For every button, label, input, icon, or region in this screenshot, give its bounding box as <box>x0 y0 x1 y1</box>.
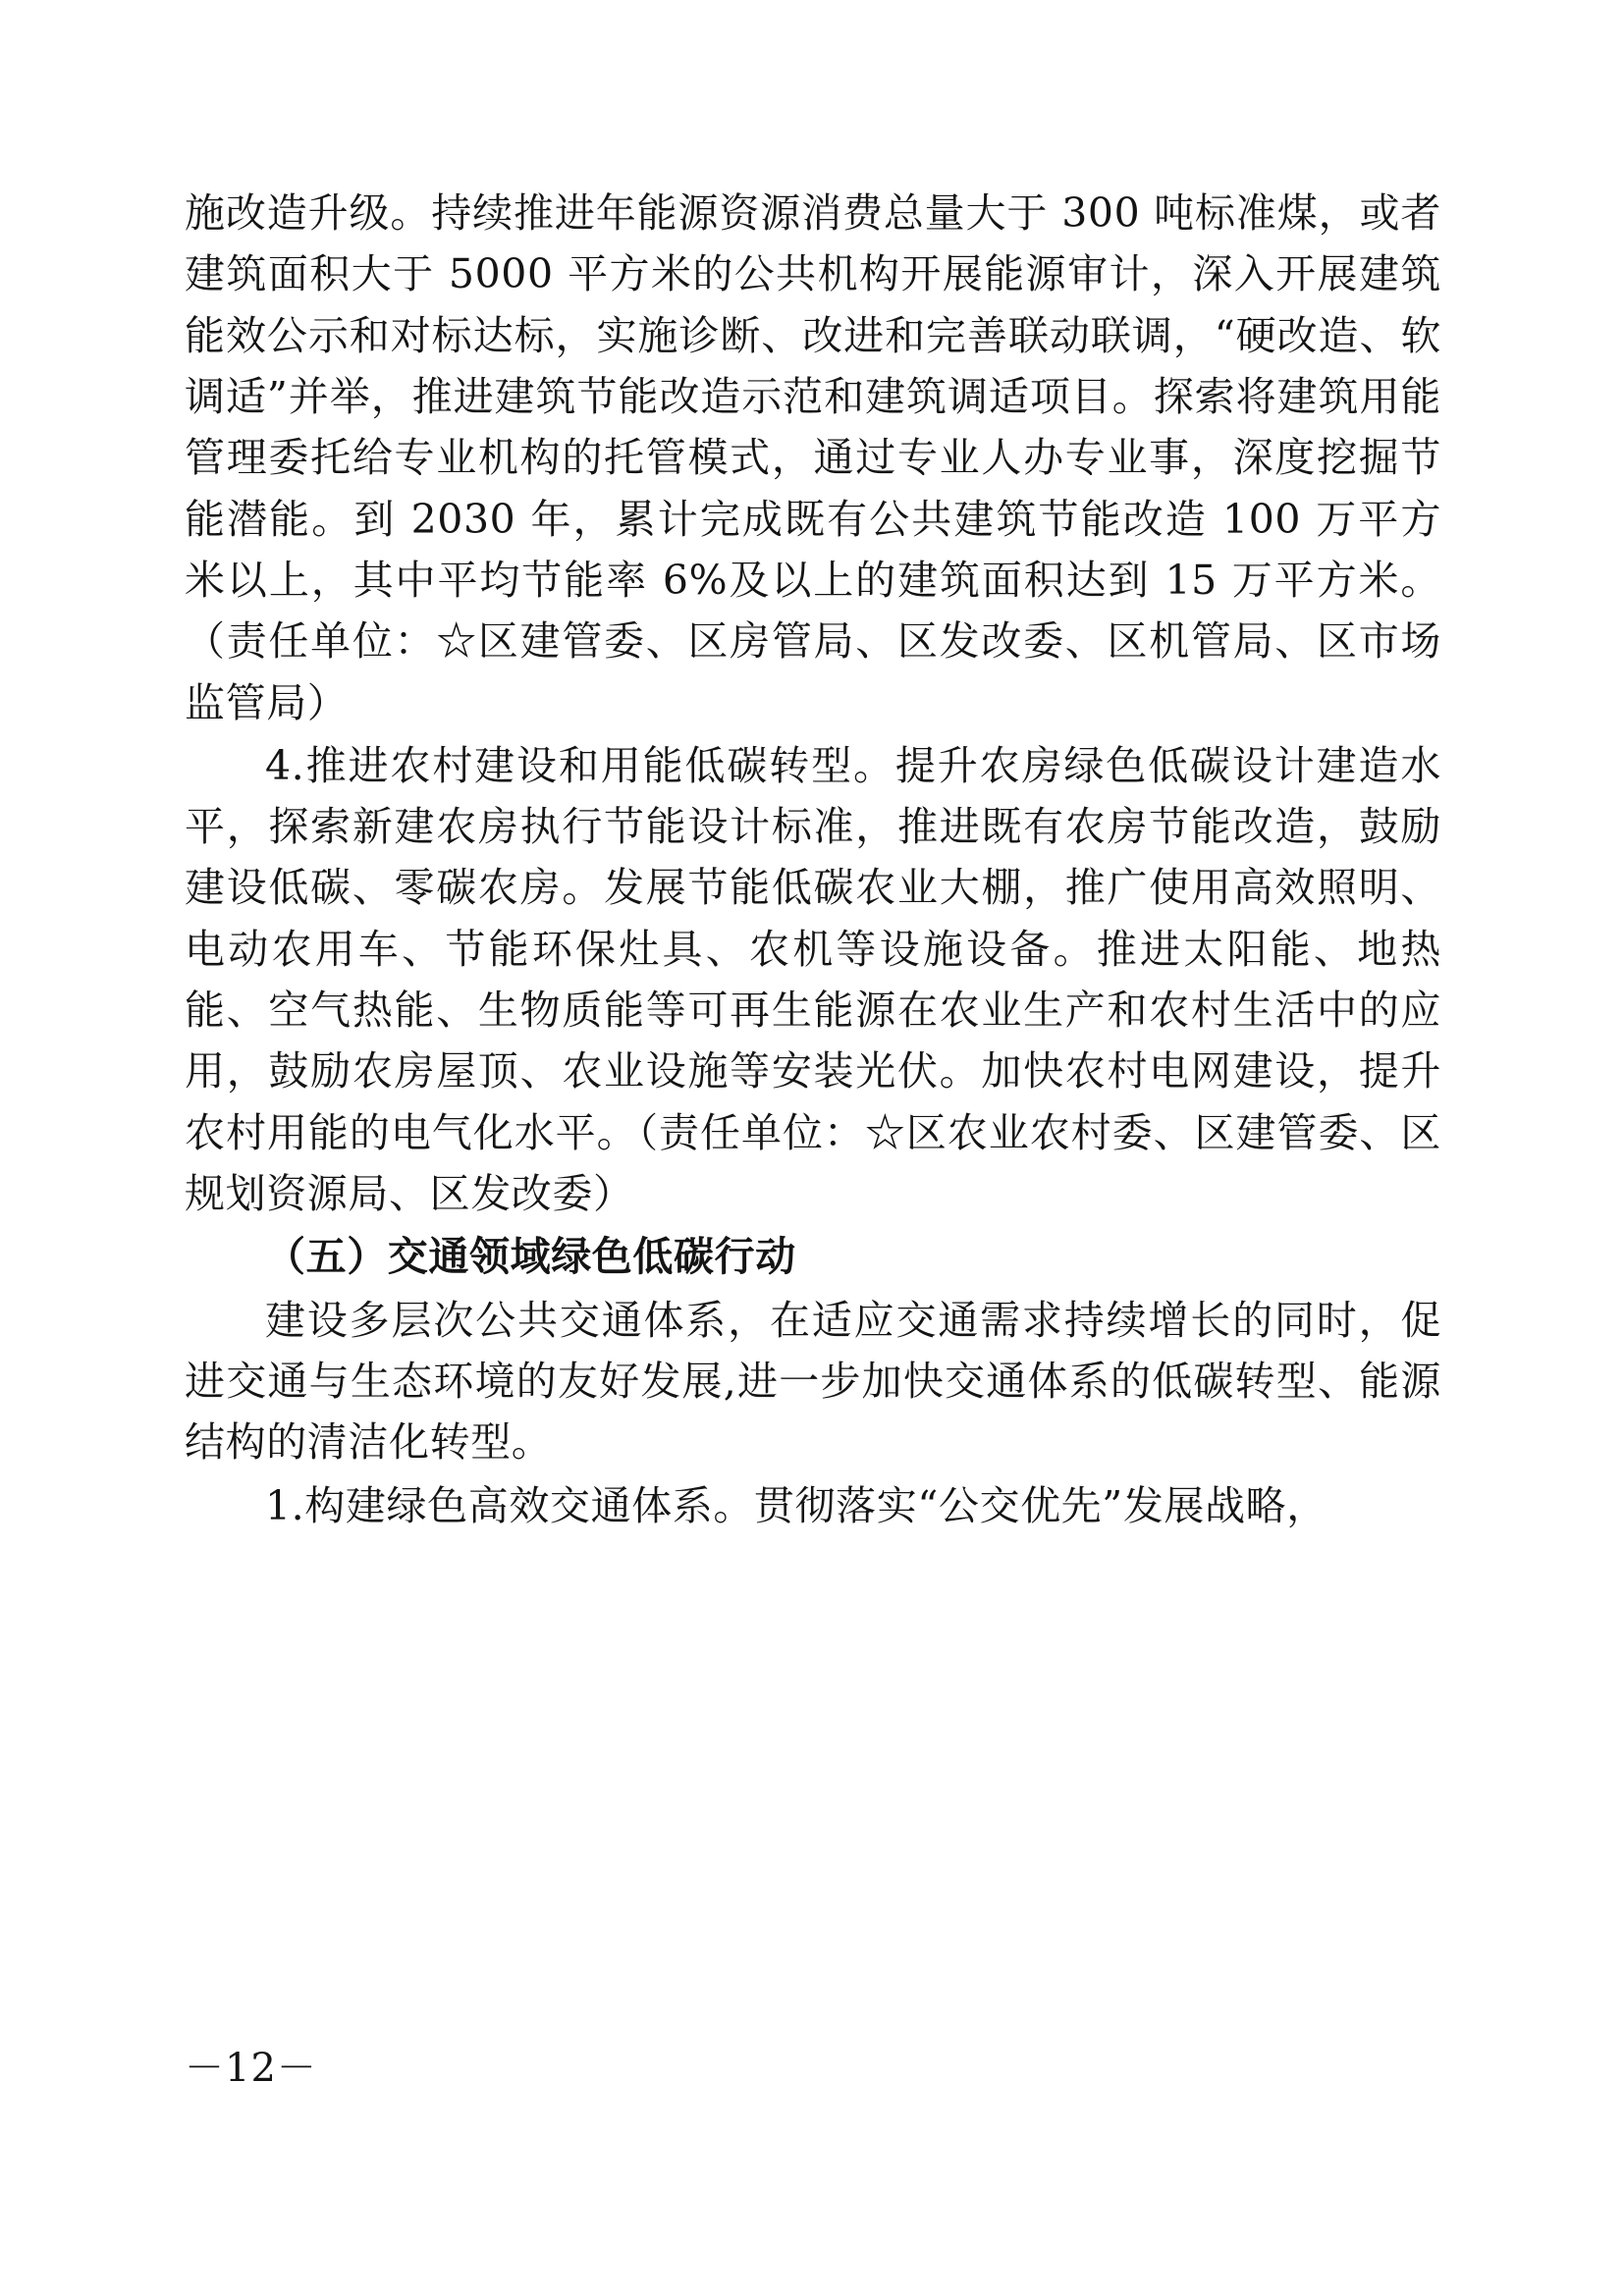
paragraph-section-five-intro: 建设多层次公共交通体系，在适应交通需求持续增长的同时，促进交通与生态环境的友好发展,进一步加快交通体系的低碳转型、能源结构的清洁化转型。 <box>185 1296 1441 1467</box>
paragraph-continuation: 施改造升级。持续推进年能源资源消费总量大于 300 吨标准煤，或者建筑面积大于 5000 平方米的公共机构开展能源审计，深入开展建筑能效公示和对标达标，实施诊断、改进和完善联动联调，“硬改造、软调适”并举，推进建筑节能改造示范和建筑调适项目。探索将建筑用能管理委托给专业机构的托管模式，通过专业人办专业事，深度挖掘节能潜能。到 2030 年，累计完成既有公共建筑节能改造 100 万平方米以上，其中平均节能率 6%及以上的建筑面积达到 15 万平方米。（责任单位：☆区建管委、区房管局、区发改委、区机管局、区市场监管局） <box>185 189 1442 726</box>
page-body <box>185 183 1441 1538</box>
page-number: －12－ <box>185 2046 317 2091</box>
paragraph-item-4: 4.推进农村建设和用能低碳转型。提升农房绿色低碳设计建造水平，探索新建农房执行节能设计标准，推进既有农房节能改造，鼓励建设低碳、零碳农房。发展节能低碳农业大棚，推广使用高效照明、电动农用车、节能环保灶具、农机等设施设备。推进太阳能、地热能、空气热能、生物质能等可再生能源在农业生产和农村生活中的应用，鼓励农房屋顶、农业设施等安装光伏。加快农村电网建设，提升农村用能的电气化水平。（责任单位：☆区农业农村委、区建管委、区规划资源局、区发改委） <box>185 741 1441 1217</box>
section-heading-five: （五）交通领域绿色低碳行动 <box>265 1233 796 1281</box>
paragraph-item-1: 1.构建绿色高效交通体系。贯彻落实“公交优先”发展战略， <box>265 1481 1327 1529</box>
